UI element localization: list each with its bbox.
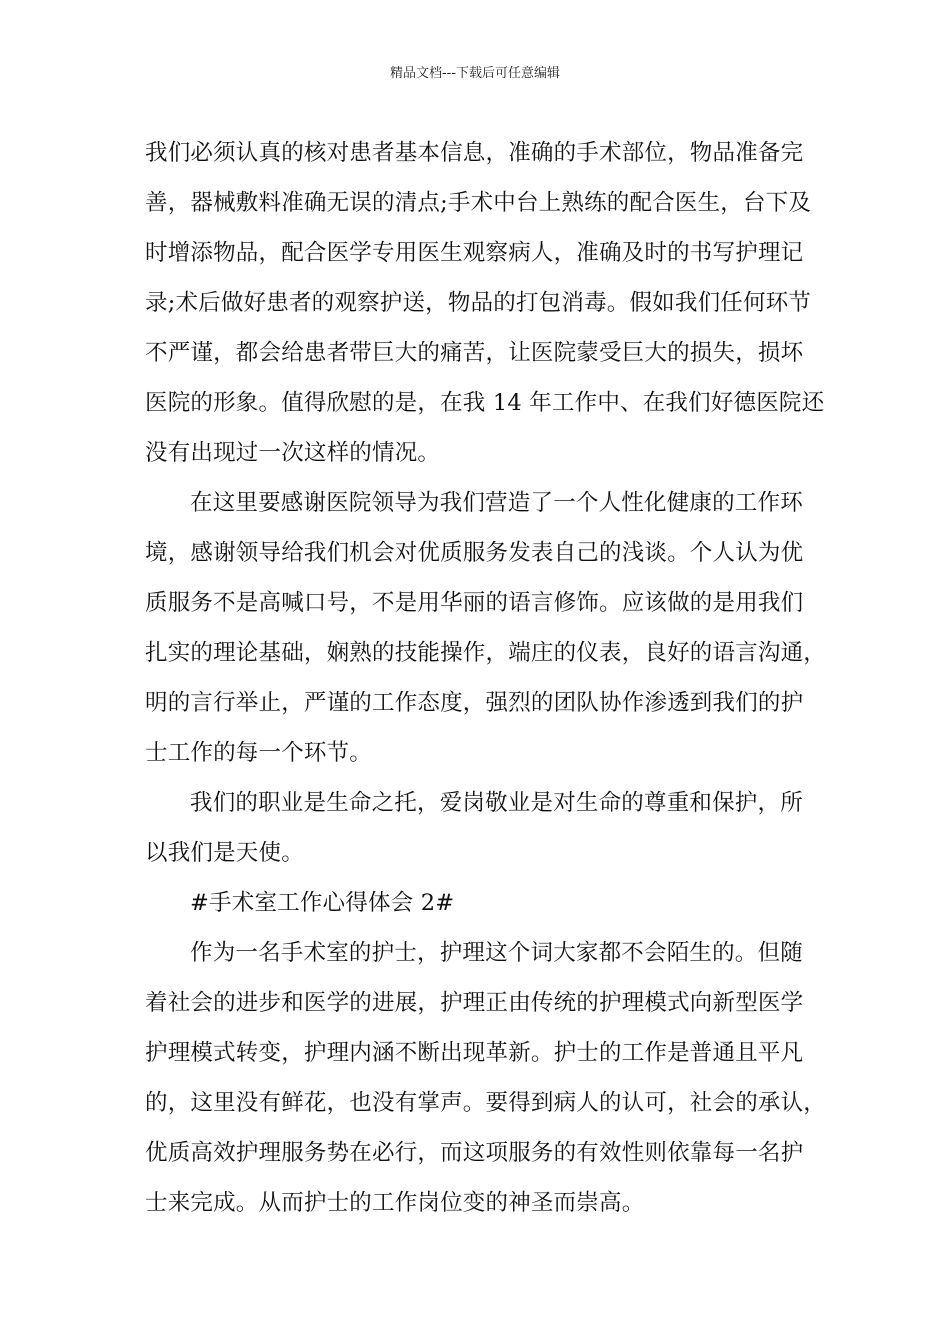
text-line: 不严谨，都会给患者带巨大的痛苦，让医院蒙受巨大的损失，损坏 [145, 340, 804, 366]
text-line: 时增添物品，配合医学专用医生观察病人，准确及时的书写护理记 [145, 240, 804, 266]
document-body [145, 128, 825, 1228]
text-line: 以我们是天使。 [145, 840, 304, 866]
text-line: 士来完成。从而护士的工作岗位变的神圣而崇高。 [145, 1190, 645, 1216]
paragraph [145, 928, 825, 1228]
text-line: 着社会的进步和医学的进展，护理正由传统的护理模式向新型医学 [145, 990, 804, 1016]
paragraph [145, 478, 825, 778]
text-line: 作为一名手术室的护士，护理这个词大家都不会陌生的。但随 [190, 940, 803, 966]
text-line: 明的言行举止，严谨的工作态度，强烈的团队协作渗透到我们的护 [145, 690, 804, 716]
text-line: 善，器械敷料准确无误的清点;手术中台上熟练的配合医生，台下及 [145, 190, 812, 216]
text-line: 没有出现过一次这样的情况。 [145, 440, 441, 466]
text-line: 我们必须认真的核对患者基本信息，准确的手术部位，物品准备完 [145, 140, 804, 166]
text-line: 医院的形象。值得欣慰的是，在我 14 年工作中、在我们好德医院还 [145, 390, 825, 416]
section-heading-text: #手术室工作心得体会 2# [190, 890, 455, 916]
text-line: 在这里要感谢医院领导为我们营造了一个人性化健康的工作环 [190, 490, 803, 516]
text-line: 境，感谢领导给我们机会对优质服务发表自己的浅谈。个人认为优 [145, 540, 804, 566]
paragraph [145, 128, 825, 478]
text-line: 优质高效护理服务势在必行，而这项服务的有效性则依靠每一名护 [145, 1140, 804, 1166]
section-heading [145, 878, 825, 928]
text-line: 护理模式转变，护理内涵不断出现革新。护士的工作是普通且平凡 [145, 1040, 804, 1066]
page-header: 精品文档---下载后可任意编辑 [389, 66, 561, 81]
text-line: 录;术后做好患者的观察护送，物品的打包消毒。假如我们任何环节 [145, 290, 812, 316]
text-line: 士工作的每一个环节。 [145, 740, 373, 766]
text-line: 质服务不是高喊口号，不是用华丽的语言修饰。应该做的是用我们 [145, 590, 804, 616]
paragraph [145, 778, 825, 878]
text-line: 我们的职业是生命之托，爱岗敬业是对生命的尊重和保护，所 [190, 790, 803, 816]
text-line: 的，这里没有鲜花，也没有掌声。要得到病人的认可，社会的承认， [145, 1090, 827, 1116]
text-line: 扎实的理论基础，娴熟的技能操作，端庄的仪表，良好的语言沟通， [145, 640, 827, 666]
